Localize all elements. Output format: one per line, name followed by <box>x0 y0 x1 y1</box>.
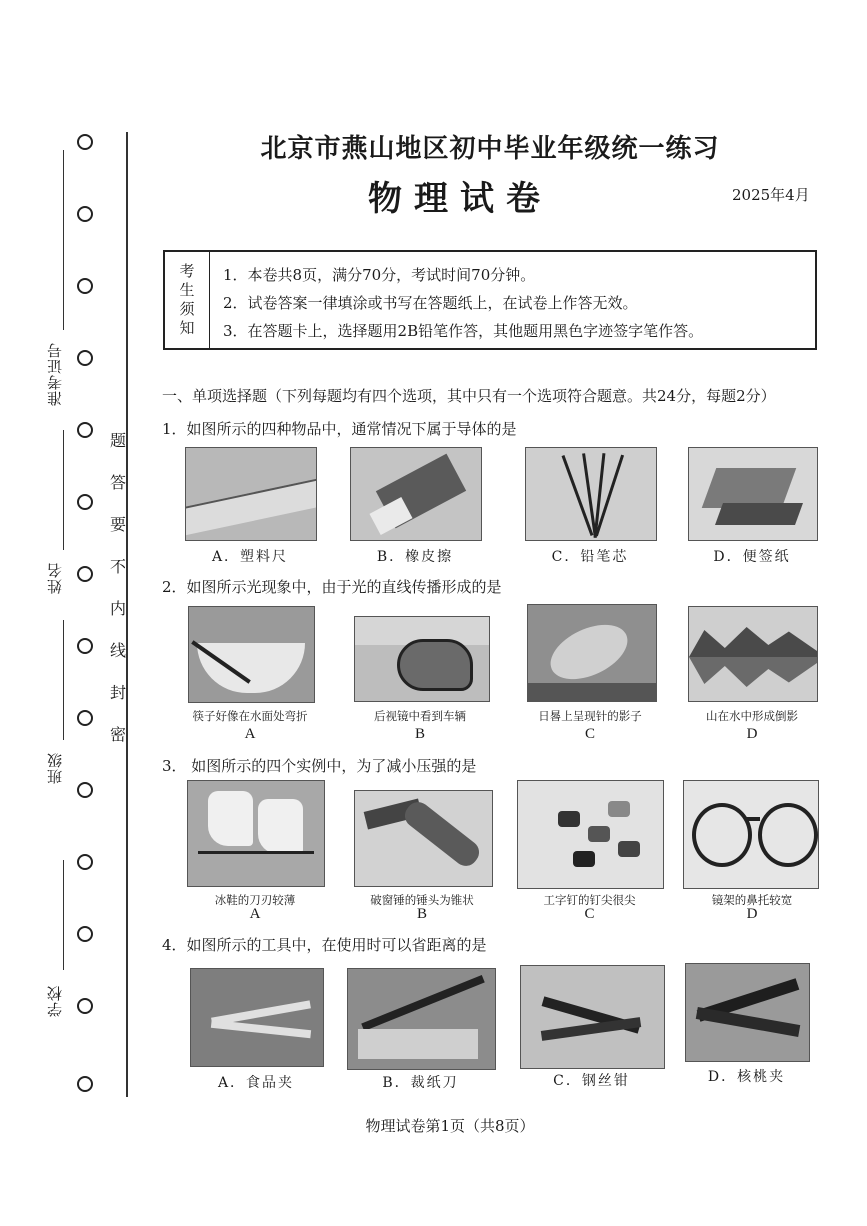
binding-hole <box>77 782 93 798</box>
notice-label-char: 知 <box>179 319 195 337</box>
option-letter: A <box>244 726 256 742</box>
seal-char: 封 <box>109 683 126 702</box>
seal-char: 内 <box>109 599 126 618</box>
notice-label-char: 考 <box>179 262 195 280</box>
option-caption: 工字钉的钉尖很尖 <box>543 893 636 907</box>
option-label: B．橡皮擦 <box>376 549 454 565</box>
photo-wire-pliers <box>520 965 665 1069</box>
option-caption: 破窗锤的锤头为锥状 <box>370 893 474 907</box>
page-footer: 物理试卷第1页（共8页） <box>365 1117 535 1135</box>
fill-line-school <box>63 860 64 970</box>
binding-hole <box>77 1076 93 1092</box>
option-caption: 日晷上呈现针的影子 <box>538 709 642 723</box>
photo-sundial <box>527 604 657 702</box>
option-caption: 筷子好像在水面处弯折 <box>192 709 308 723</box>
option-label: A．食品夹 <box>217 1075 295 1091</box>
seal-char: 线 <box>109 641 126 660</box>
option-label: D．核桃夹 <box>707 1069 786 1085</box>
option-label: C．铅笔芯 <box>551 549 629 565</box>
question-stem: 2．如图所示光现象中，由于光的直线传播形成的是 <box>162 578 502 596</box>
option-caption: 镜架的鼻托较宽 <box>711 893 793 907</box>
binding-hole <box>77 350 93 366</box>
binding-hole <box>77 638 93 654</box>
school-label: 学校 <box>46 985 64 1017</box>
question-stem: 4．如图所示的工具中，在使用时可以省距离的是 <box>162 936 487 954</box>
section-heading: 一、单项选择题（下列每题均有四个选项，其中只有一个选项符合题意。共24分，每题2分） <box>162 387 776 405</box>
fill-line-name <box>63 430 64 550</box>
exam-id-label: 准考证号 <box>46 342 64 406</box>
photo-paper-cutter <box>347 968 496 1070</box>
name-label: 姓名 <box>46 562 64 594</box>
seal-char: 不 <box>109 557 126 576</box>
fill-line-exam-id <box>63 150 64 330</box>
binding-hole <box>77 494 93 510</box>
binding-hole <box>77 134 93 150</box>
photo-mountain-reflection <box>688 606 818 702</box>
option-letter: C <box>584 906 595 922</box>
option-label: A．塑料尺 <box>211 549 289 565</box>
seal-char: 答 <box>109 473 126 492</box>
binding-hole <box>77 710 93 726</box>
option-caption: 冰鞋的刀刃较薄 <box>214 893 296 907</box>
notice-item: 1．本卷共8页，满分70分，考试时间70分钟。 <box>223 266 536 284</box>
binding-hole <box>77 566 93 582</box>
notice-label-char: 生 <box>179 281 195 299</box>
option-letter: B <box>416 906 427 922</box>
photo-sticky-notes <box>688 447 818 541</box>
exam-title: 北京市燕山地区初中毕业年级统一练习 <box>260 134 720 164</box>
fill-line-class <box>63 620 64 740</box>
photo-ice-skates <box>187 780 325 887</box>
photo-food-tongs <box>190 968 324 1067</box>
subject-title: 物理试卷 <box>368 179 552 219</box>
exam-date: 2025年4月 <box>732 186 810 204</box>
photo-eyeglasses <box>683 780 819 889</box>
photo-chopsticks-in-water <box>188 606 315 703</box>
binding-hole <box>77 422 93 438</box>
class-label: 班级 <box>46 752 64 784</box>
notice-label-char: 须 <box>179 300 195 318</box>
notice-item: 2．试卷答案一律填涂或书写在答题纸上，在试卷上作答无效。 <box>223 294 638 312</box>
option-label: C．钢丝钳 <box>553 1073 630 1089</box>
seal-char: 题 <box>109 431 126 450</box>
photo-walnut-cracker <box>685 963 810 1062</box>
notice-item: 3．在答题卡上，选择题用2B铅笔作答，其他题用黑色字迹签字笔作答。 <box>223 322 704 340</box>
photo-plastic-ruler <box>185 447 317 541</box>
option-letter: D <box>746 906 758 922</box>
photo-rearview-mirror <box>354 616 490 702</box>
photo-eraser <box>350 447 482 541</box>
notice-label <box>165 252 210 348</box>
binding-hole <box>77 278 93 294</box>
question-stem: 1．如图所示的四种物品中，通常情况下属于导体的是 <box>162 420 517 438</box>
seal-char: 密 <box>109 725 126 744</box>
option-letter: A <box>249 906 261 922</box>
option-letter: B <box>414 726 425 742</box>
photo-thumbtacks <box>517 780 664 889</box>
option-label: B．裁纸刀 <box>382 1075 459 1091</box>
question-stem: 3． 如图所示的四个实例中，为了减小压强的是 <box>162 757 477 775</box>
photo-pencil-leads <box>525 447 657 541</box>
notice-box <box>163 250 817 350</box>
binding-hole <box>77 206 93 222</box>
option-letter: D <box>746 726 758 742</box>
option-label: D．便签纸 <box>713 549 791 565</box>
option-caption: 后视镜中看到车辆 <box>374 709 466 723</box>
option-caption: 山在水中形成倒影 <box>706 709 798 723</box>
binding-hole <box>77 926 93 942</box>
seal-char: 要 <box>109 515 126 534</box>
option-letter: C <box>584 726 595 742</box>
photo-window-hammer <box>354 790 493 887</box>
binding-hole <box>77 998 93 1014</box>
binding-hole <box>77 854 93 870</box>
